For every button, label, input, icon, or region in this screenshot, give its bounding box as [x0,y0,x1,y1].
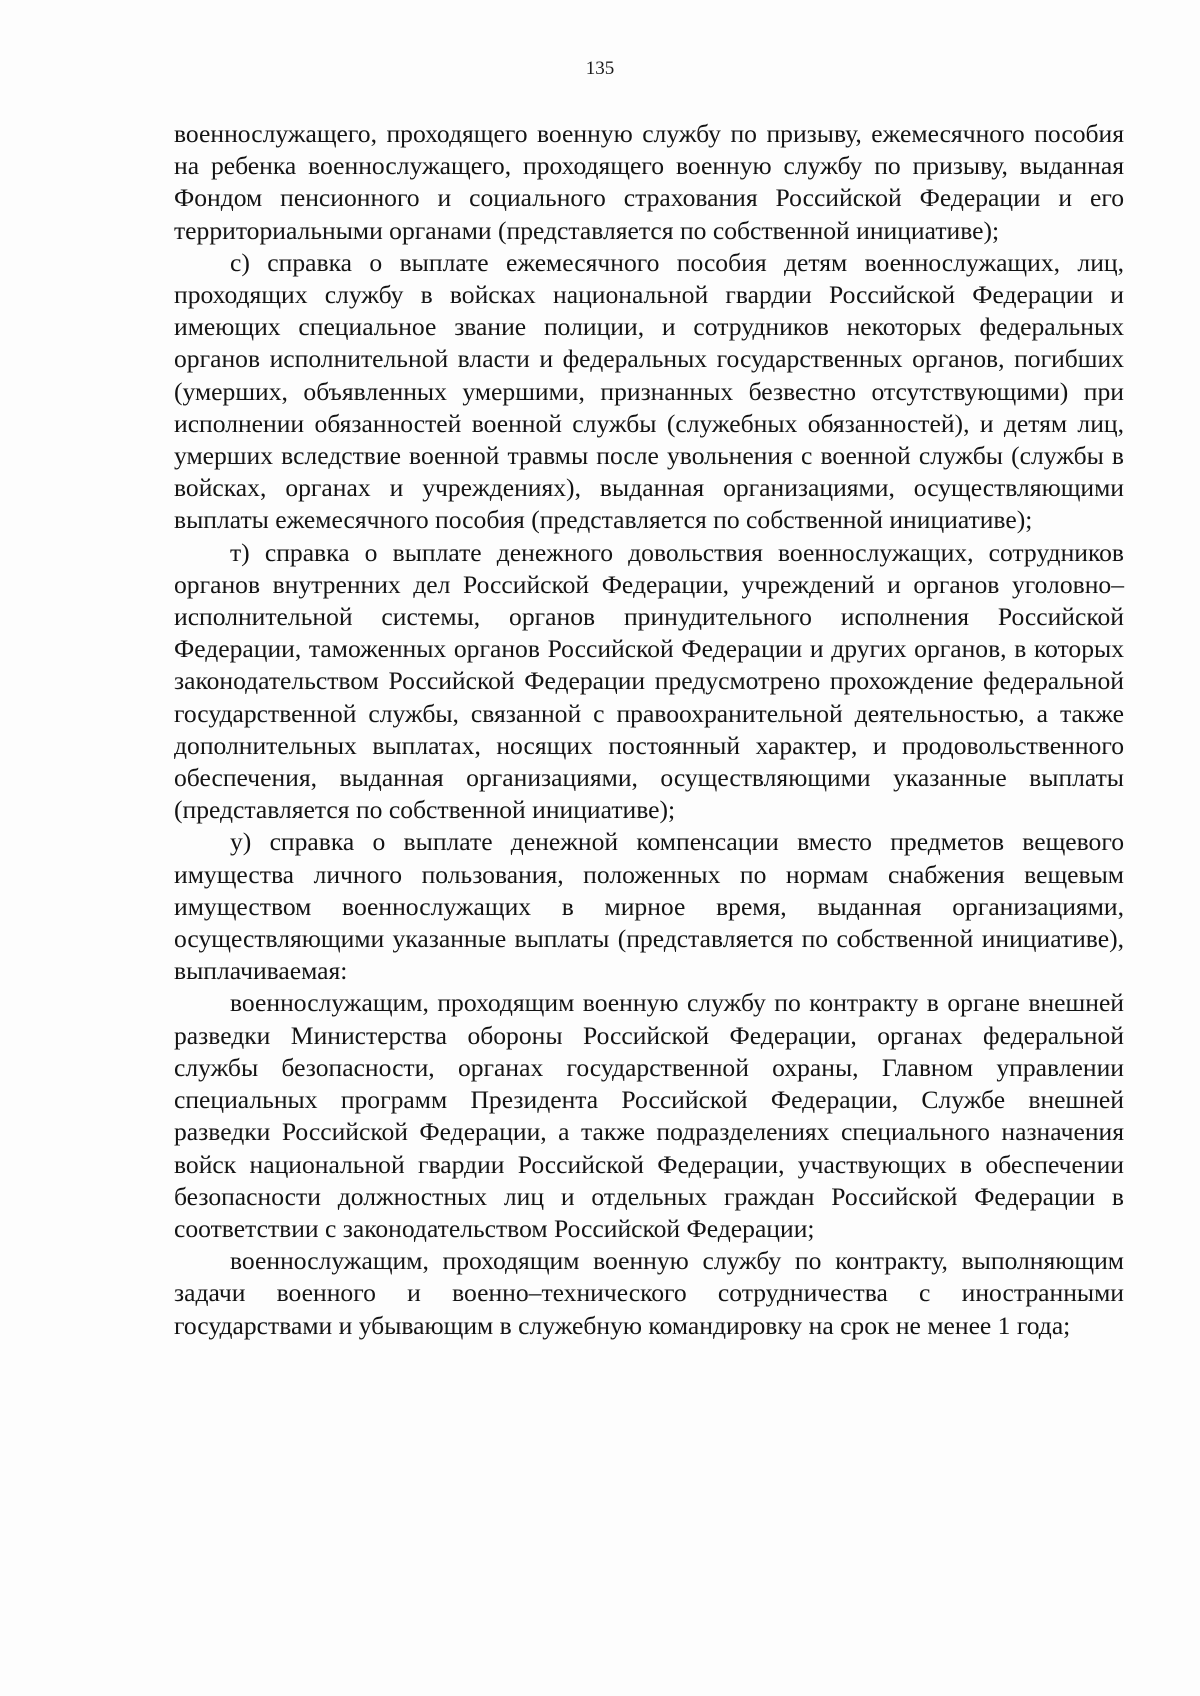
paragraph-subitem-1: военнослужащим, проходящим военную службу по контракту в органе внешней разведки Министерства обороны Российской Федерации, органах федеральной службы безопасности, органах государственной охраны, Главном управлении специальных программ Президента Российской Федерации, Службе внешней разведки Российской Федерации, а также подразделениях специального назначения войск национальной гвардии Российской Федерации, участвующих в обеспечении безопасности должностных лиц и отдельных граждан Российской Федерации в соответствии с законодательством Российской Федерации; [174,988,1124,1243]
paragraph-item-u: у) справка о выплате денежной компенсации вместо предметов вещевого имущества личного пользования, положенных по нормам снабжения вещевым имуществом военнослужащих в мирное время, выданная организациями, осуществляющими указанные выплаты (представляется по собственной инициативе), выплачиваемая: [174,827,1124,986]
paragraph-subitem-2: военнослужащим, проходящим военную службу по контракту, выполняющим задачи военного и военно–технического сотрудничества с иностранными государствами и убывающим в служебную командировку на срок не менее 1 года; [174,1246,1124,1340]
paragraph-item-s: с) справка о выплате ежемесячного пособия детям военнослужащих, лиц, проходящих службу в войсках национальной гвардии Российской Федерации и имеющих специальное звание полиции, и сотрудников некоторых федеральных органов исполнительной власти и федеральных государственных органов, погибших (умерших, объявленных умершими, признанных безвестно отсутствующими) при исполнении обязанностей военной службы (служебных обязанностей), и детям лиц, умерших вследствие военной травмы после увольнения с военной службы (службы в войсках, органах и учреждениях), выданная организациями, осуществляющими выплаты ежемесячного пособия (представляется по собственной инициативе); [174,247,1124,535]
page-number: 135 [585,58,615,79]
document-body [174,118,1124,1342]
paragraph-item-t: т) справка о выплате денежного довольствия военнослужащих, сотрудников органов внутренних дел Российской Федерации, учреждений и органов уголовно–исполнительной системы, органов принудительного исполнения Российской Федерации, таможенных органов Российской Федерации и других органов, в которых законодательством Российской Федерации предусмотрено прохождение федеральной государственной службы, связанной с правоохранительной деятельностью, а также дополнительных выплатах, носящих постоянный характер, и продовольственного обеспечения, выданная организациями, осуществляющими указанные выплаты (представляется по собственной инициативе); [174,537,1124,825]
paragraph-continuation: военнослужащего, проходящего военную службу по призыву, ежемесячного пособия на ребенка военнослужащего, проходящего военную службу по призыву, выданная Фондом пенсионного и социального страхования Российской Федерации и его территориальными органами (представляется по собственной инициативе); [174,119,1124,245]
